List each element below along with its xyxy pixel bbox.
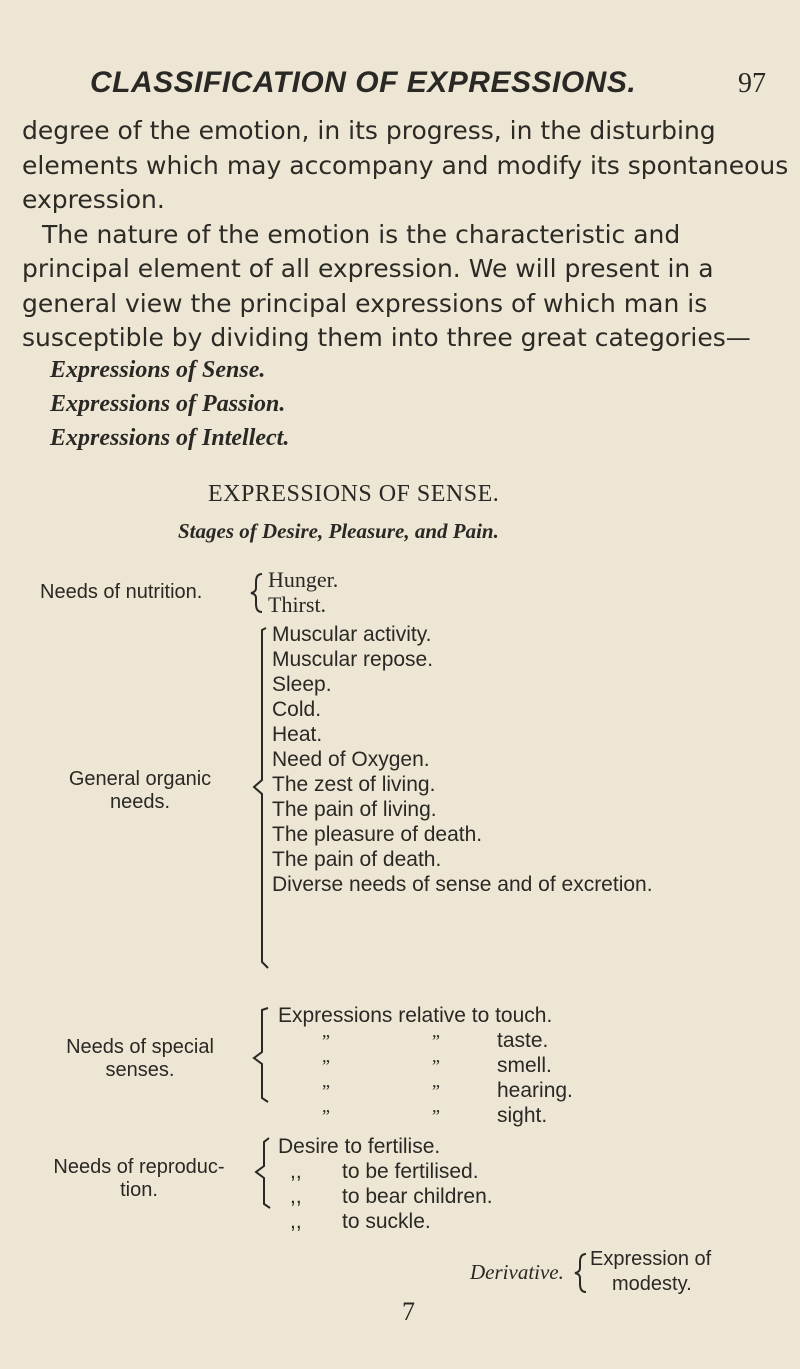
list-item: The pain of living. [272,798,437,821]
body-line: expression. [22,185,165,214]
item-hunger: Hunger. [268,567,339,592]
category-sense: Expressions of Sense. [50,357,266,383]
ditto-mark: ” [322,1081,330,1101]
item-thirst: Thirst. [268,592,327,617]
signature-mark: 7 [402,1297,415,1326]
ditto-mark: ” [322,1056,330,1076]
list-item: Muscular repose. [272,648,434,671]
senses-item-taste: taste. [497,1029,549,1052]
section-heading: EXPRESSIONS OF SENSE. [208,481,500,507]
group-label-organic [40,768,240,814]
list-item: Need of Oxygen. [272,748,430,771]
list-item: The zest of living. [272,773,436,796]
group-label-line: Needs of reproduc- [53,1156,225,1178]
ditto-mark: ” [432,1056,440,1076]
group-label-nutrition: Needs of nutrition. [40,581,203,603]
list-item: Diverse needs of sense and of excretion. [272,873,653,896]
section-subheading: Stages of Desire, Pleasure, and Pain. [178,519,499,543]
body-line: degree of the emotion, in its progress, in the disturbing [22,116,716,145]
list-item: Muscular activity. [272,623,432,646]
body-line: principal element of all expression. We will present in a [22,254,714,283]
group-label-line: senses. [105,1059,175,1081]
organic-items [272,622,653,897]
page-number: 97 [738,68,766,99]
body-line: The nature of the emotion is the characteristic and [42,219,681,249]
ditto-mark: ” [432,1081,440,1101]
list-item: The pain of death. [272,848,442,871]
derivative-item: modesty. [612,1273,692,1295]
reproduction-first-item: Desire to fertilise. [278,1135,441,1158]
senses-item-hearing: hearing. [497,1079,573,1102]
group-label-reproduction [24,1156,254,1202]
group-label-line: tion. [120,1179,158,1201]
ditto-mark: ” [322,1031,330,1051]
reproduction-item: to bear children. [342,1185,493,1208]
ditto-mark: ” [432,1031,440,1051]
derivative-item: Expression of [590,1248,712,1270]
list-item: Heat. [272,723,323,746]
senses-item-sight: sight. [497,1104,548,1127]
body-line: general view the principal expressions of which man is [22,288,708,318]
group-label-line: needs. [109,791,171,813]
body-line: susceptible by dividing them into three great categories— [22,323,751,352]
reproduction-item: to suckle. [342,1210,431,1233]
category-passion: Expressions of Passion. [50,391,286,417]
running-header: CLASSIFICATION OF EXPRESSIONS. [90,66,637,99]
category-intellect: Expressions of Intellect. [50,425,290,451]
ditto-mark: ,, [290,1160,302,1183]
senses-item-smell: smell. [497,1054,552,1077]
ditto-mark: ,, [290,1185,302,1208]
senses-first-item: Expressions relative to touch. [278,1004,553,1027]
list-item: The pleasure of death. [272,823,483,846]
group-label-line: General organic [68,768,212,790]
body-line: elements which may accompany and modify its spontaneous [22,150,789,180]
derivative-label: Derivative. [470,1260,564,1284]
ditto-mark: ” [322,1106,330,1126]
ditto-mark: ,, [290,1210,302,1233]
reproduction-item: to be fertilised. [342,1160,479,1183]
list-item: Cold. [272,698,322,721]
list-item: Sleep. [272,673,332,696]
group-label-line: Needs of special [66,1036,214,1058]
ditto-mark: ” [432,1106,440,1126]
group-label-senses [34,1036,246,1082]
